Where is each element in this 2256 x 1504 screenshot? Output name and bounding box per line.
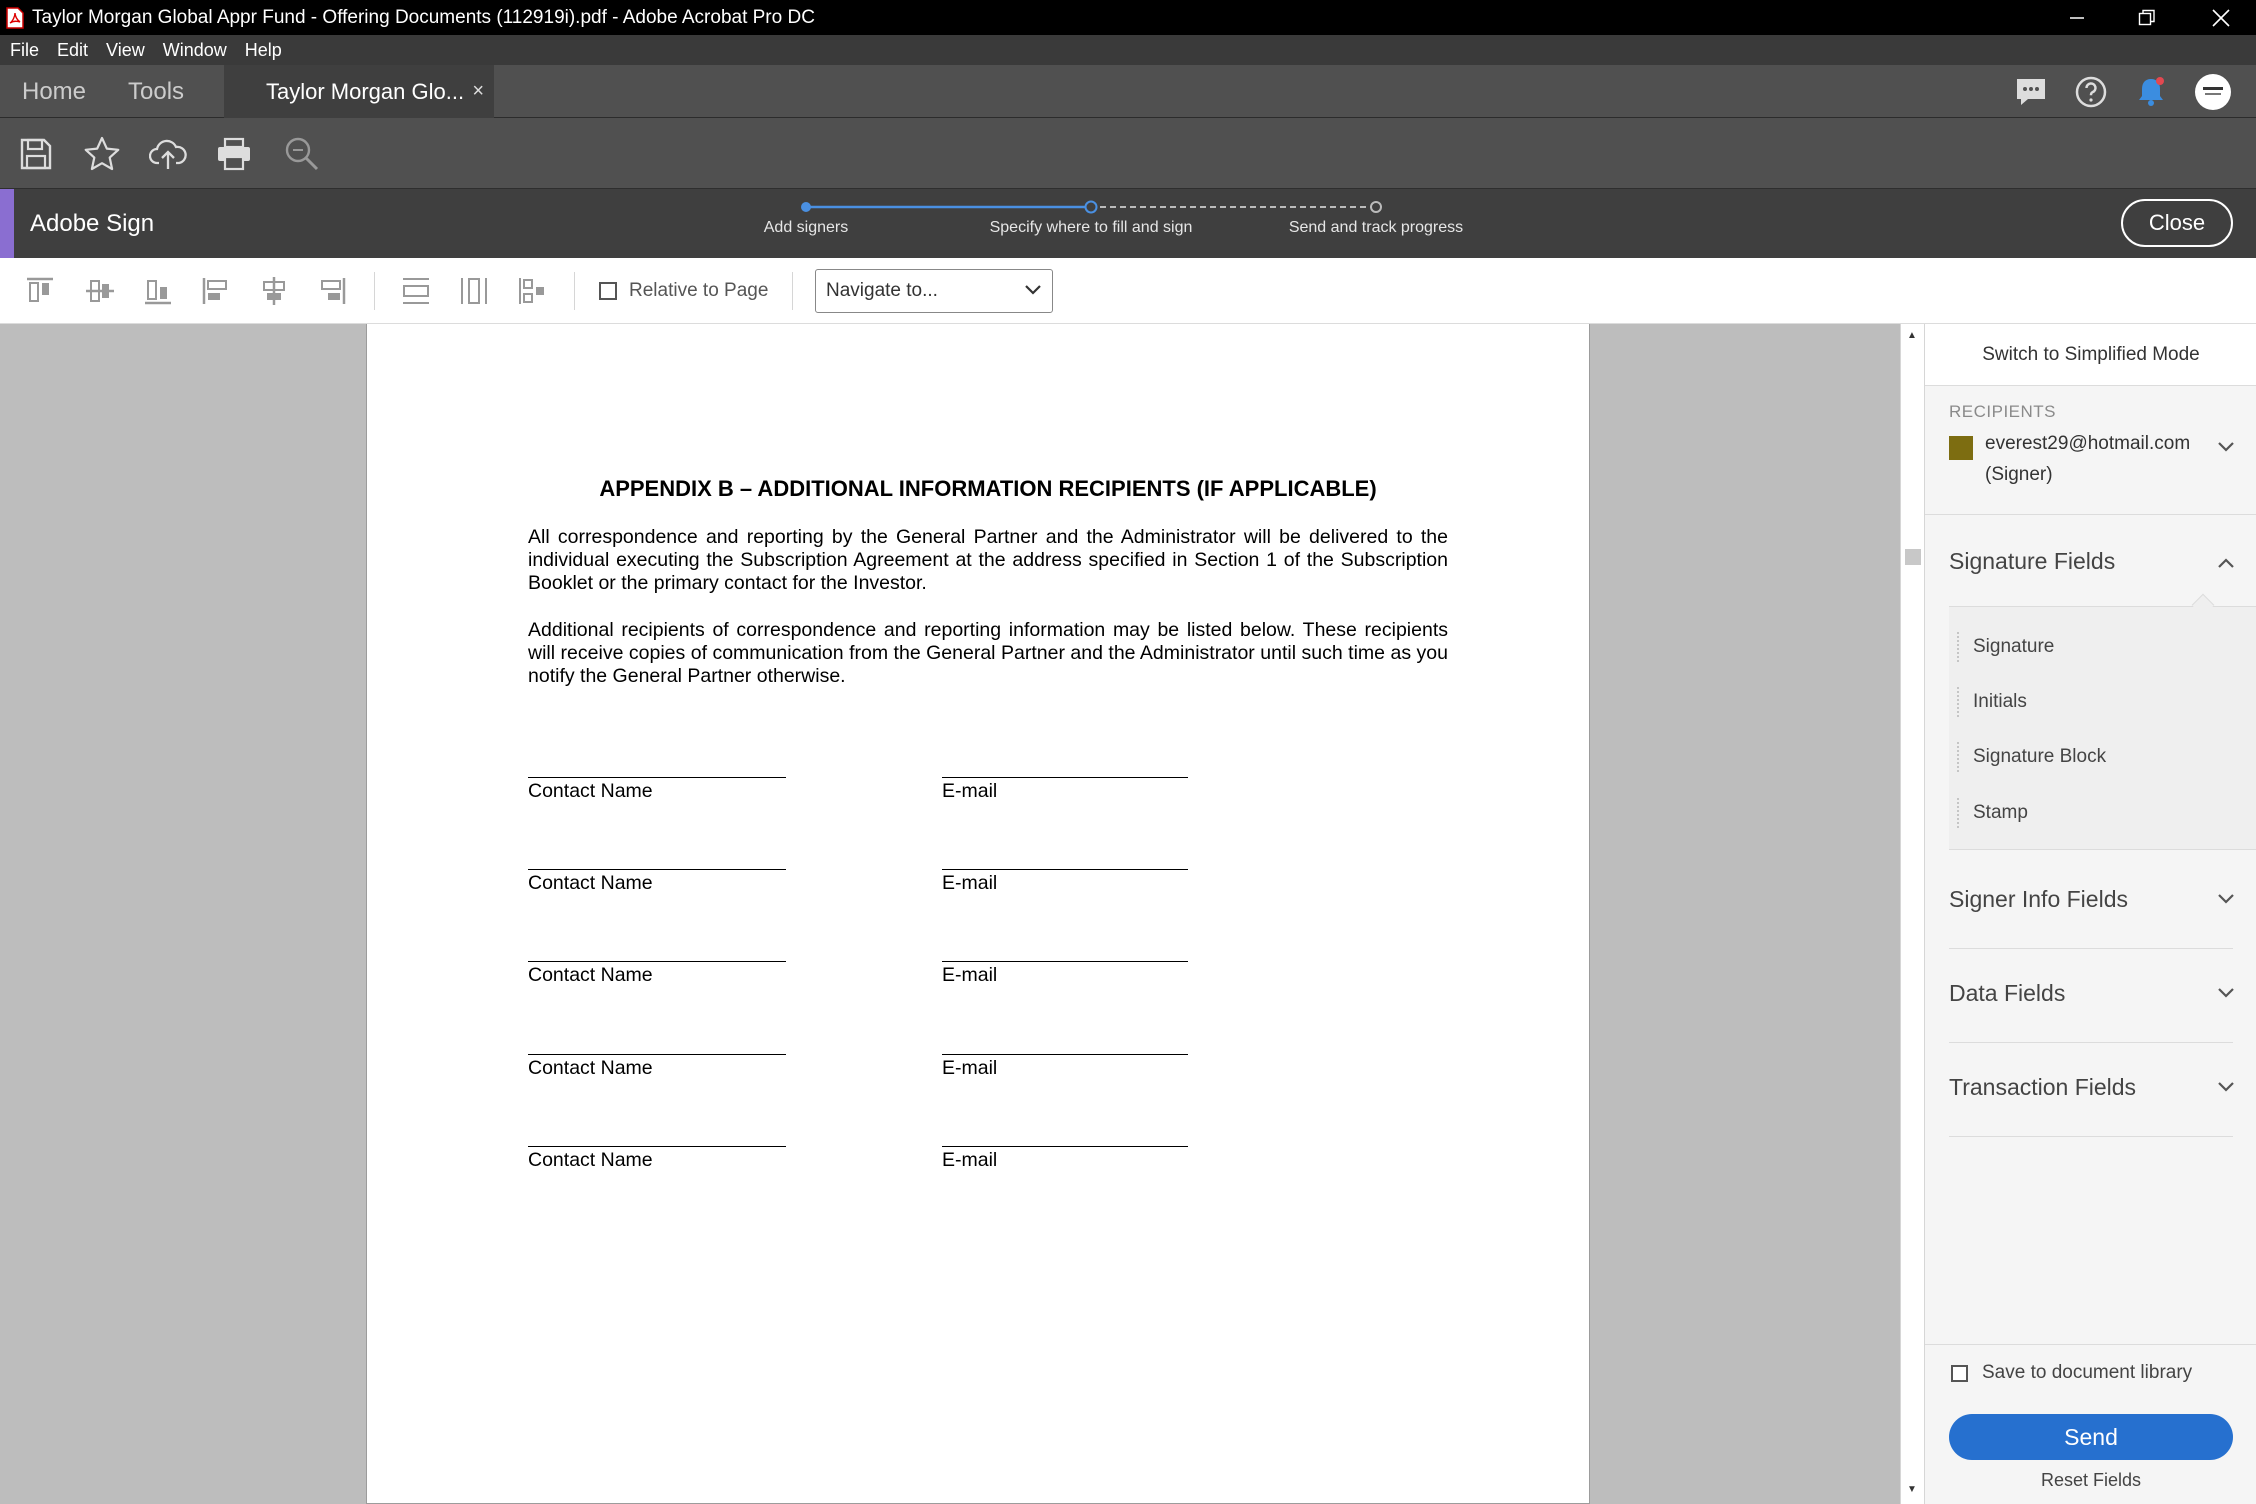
email-line [942, 1054, 1188, 1055]
checkbox-box[interactable] [1951, 1365, 1968, 1382]
step-1-dot [801, 202, 811, 212]
reset-fields-link[interactable]: Reset Fields [2040, 1470, 2142, 1490]
print-icon [216, 137, 252, 171]
close-sign-button[interactable]: Close [2121, 199, 2233, 247]
email-line [942, 1146, 1188, 1147]
star-icon [84, 136, 120, 172]
align-middle-icon[interactable] [84, 275, 116, 307]
comment-icon[interactable] [2014, 75, 2048, 109]
signature-fields-header[interactable]: Signature Fields [1949, 548, 2116, 574]
align-center-icon[interactable] [258, 275, 290, 307]
chevron-up-icon[interactable] [2217, 556, 2235, 570]
align-bottom-icon[interactable] [142, 275, 174, 307]
main-toolbar [0, 118, 2256, 188]
recipient-role: (Signer) [1985, 464, 2053, 485]
field-signature-block[interactable]: Signature Block [1957, 742, 2106, 772]
chevron-down-icon[interactable] [2217, 986, 2235, 1000]
minimize-button[interactable] [2042, 0, 2112, 35]
recipient-email[interactable]: everest29@hotmail.com [1985, 433, 2191, 454]
save-button[interactable] [14, 132, 58, 176]
signer-info-fields-header[interactable]: Signer Info Fields [1949, 886, 2128, 912]
notification-bell-icon[interactable] [2134, 75, 2168, 109]
sign-fields-panel [1924, 324, 2256, 1504]
acrobat-pdf-icon [6, 7, 24, 29]
contact-name-line [528, 777, 786, 778]
email-label: E-mail [942, 780, 998, 802]
adobe-sign-label: Adobe Sign [30, 210, 155, 237]
panel-divider [1949, 1136, 2233, 1137]
cloud-upload-icon [149, 137, 187, 171]
toolbar-separator [792, 272, 793, 310]
match-height-icon[interactable] [458, 275, 490, 307]
tab-home[interactable]: Home [22, 78, 87, 105]
title-bar [0, 0, 2256, 35]
align-top-icon[interactable] [24, 275, 56, 307]
contact-name-label: Contact Name [528, 780, 653, 802]
progress-stepper [790, 199, 1390, 215]
tab-bar [0, 65, 2256, 118]
chevron-down-icon [1024, 283, 1042, 297]
recipient-color-swatch [1949, 436, 1973, 460]
help-icon[interactable] [2074, 75, 2108, 109]
email-line [942, 961, 1188, 962]
window-close-button[interactable] [2186, 0, 2256, 35]
navigate-to-value: Navigate to... [826, 280, 938, 301]
chevron-down-icon[interactable] [2217, 1080, 2235, 1094]
email-line [942, 869, 1188, 870]
send-button[interactable]: Send [1949, 1414, 2233, 1460]
step-add-signers[interactable]: Add signers [763, 219, 849, 236]
contact-name-line [528, 961, 786, 962]
email-label: E-mail [942, 1149, 998, 1171]
transaction-fields-header[interactable]: Transaction Fields [1949, 1074, 2137, 1100]
toolbar-separator [374, 272, 375, 310]
adobe-sign-bar [0, 188, 2256, 258]
restore-button[interactable] [2112, 0, 2182, 35]
save-icon [19, 137, 53, 171]
tab-document-label: Taylor Morgan Glo... [266, 79, 465, 104]
field-signature[interactable]: Signature [1957, 632, 2054, 662]
checkbox-box[interactable] [599, 282, 617, 300]
recipients-header: RECIPIENTS [1949, 402, 2057, 421]
pdf-page[interactable] [366, 324, 1590, 1504]
email-label: E-mail [942, 1057, 998, 1079]
relative-to-page-checkbox[interactable] [599, 280, 768, 302]
document-viewer[interactable] [0, 324, 1924, 1504]
menu-view[interactable]: View [106, 39, 145, 60]
email-label: E-mail [942, 872, 998, 894]
vertical-scrollbar[interactable] [1900, 324, 1924, 1504]
switch-simplified-mode-button[interactable]: Switch to Simplified Mode [1925, 324, 2256, 386]
distribute-icon[interactable] [516, 275, 548, 307]
print-button[interactable] [212, 132, 256, 176]
contact-name-line [528, 869, 786, 870]
save-to-library-label: Save to document library [1982, 1362, 2193, 1383]
panel-divider [1949, 1042, 2233, 1043]
scroll-up-arrow-icon[interactable]: ▲ [1907, 330, 1917, 341]
tab-document[interactable] [224, 65, 494, 118]
close-icon [2212, 9, 2230, 27]
step-send-track[interactable]: Send and track progress [1288, 219, 1464, 236]
field-stamp[interactable]: Stamp [1957, 798, 2028, 828]
contact-name-label: Contact Name [528, 1149, 653, 1171]
toolbar-separator [574, 272, 575, 310]
recipient-chevron-down-icon[interactable] [2217, 440, 2235, 454]
email-line [942, 777, 1188, 778]
tab-close-button[interactable]: × [472, 80, 484, 102]
save-to-library-checkbox[interactable] [1951, 1362, 2192, 1384]
sign-accent-strip [0, 189, 14, 259]
step-3-dot [1371, 202, 1381, 212]
header-icons [2014, 65, 2232, 118]
user-avatar-icon[interactable] [2194, 73, 2232, 111]
menu-window[interactable]: Window [162, 39, 227, 60]
chevron-down-icon[interactable] [2217, 892, 2235, 906]
restore-icon [2138, 9, 2156, 27]
relative-to-page-label: Relative to Page [629, 280, 769, 301]
menu-bar [0, 35, 2256, 65]
window-title: Taylor Morgan Global Appr Fund - Offering Documents (112919i).pdf - Adobe Acrobat Pro DC [32, 6, 815, 28]
step-2-dot [1086, 202, 1097, 213]
bookmark-button[interactable] [80, 132, 124, 176]
menu-edit[interactable]: Edit [57, 39, 89, 60]
match-width-icon[interactable] [400, 275, 432, 307]
contact-name-line [528, 1054, 786, 1055]
step-specify-fields[interactable]: Specify where to fill and sign [989, 219, 1193, 236]
contact-name-label: Contact Name [528, 872, 653, 894]
panel-divider [1925, 1344, 2256, 1345]
appendix-title: APPENDIX B – ADDITIONAL INFORMATION RECIPIENTS (IF APPLICABLE) [599, 476, 1377, 501]
menu-file[interactable]: File [10, 39, 40, 60]
contact-name-label: Contact Name [528, 964, 653, 986]
scroll-down-arrow-icon[interactable]: ▼ [1907, 1484, 1917, 1495]
zoom-search-button[interactable] [280, 132, 324, 176]
panel-divider [1949, 948, 2233, 949]
paragraph-2: Additional recipients of correspondence and reporting information may be listed below. These recipients will receive copies of communication from the General Partner and the Administrator until such time as you notify the General Partner otherwise. [528, 619, 1448, 687]
align-right-icon[interactable] [316, 275, 348, 307]
contact-name-line [528, 1146, 786, 1147]
scrollbar-thumb[interactable] [1905, 549, 1921, 565]
panel-divider [1925, 514, 2256, 515]
contact-name-label: Contact Name [528, 1057, 653, 1079]
navigate-to-dropdown[interactable] [815, 269, 1053, 313]
align-left-icon[interactable] [200, 275, 232, 307]
field-initials[interactable]: Initials [1957, 687, 2027, 717]
field-alignment-toolbar [0, 258, 2256, 324]
upload-button[interactable] [146, 132, 190, 176]
paragraph-1: All correspondence and reporting by the General Partner and the Administrator will be delivered to the individual executing the Subscription Agreement at the address specified in Section 1 of the Subscription Booklet or the primary contact for the Investor. [528, 526, 1448, 594]
tab-tools[interactable]: Tools [128, 78, 185, 105]
magnifier-icon [284, 136, 320, 172]
minimize-icon [2069, 10, 2085, 26]
menu-help[interactable]: Help [244, 39, 282, 60]
data-fields-header[interactable]: Data Fields [1949, 980, 2066, 1006]
email-label: E-mail [942, 964, 998, 986]
